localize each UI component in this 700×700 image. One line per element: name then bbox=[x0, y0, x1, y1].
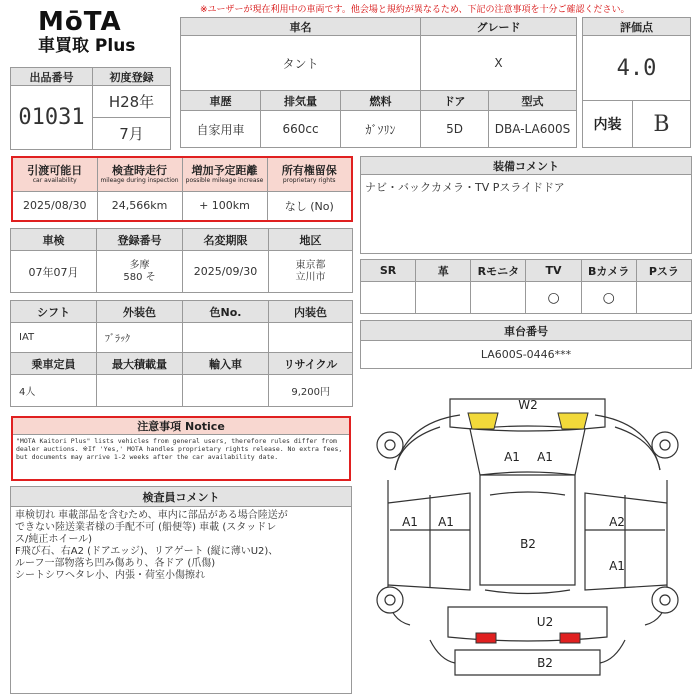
doors-label: ドア bbox=[421, 91, 489, 111]
first-reg-year: H28年 bbox=[93, 86, 171, 118]
car-damage-diagram bbox=[360, 385, 695, 695]
damage-label-roof: B2 bbox=[520, 537, 536, 551]
shift-label: シフト bbox=[11, 301, 97, 323]
top-notice: ※ユーザーが現在利用中の車両です。他会場と規約が異なるため、下記の注意事項を十分ご確認ください。 bbox=[200, 5, 630, 15]
damage-label-rear-gate: U2 bbox=[536, 615, 554, 629]
options-table bbox=[360, 259, 692, 314]
mileage-header: 検査時走行 mileage during inspection bbox=[97, 157, 182, 191]
grade: X bbox=[421, 36, 577, 91]
damage-label-hood-right: A1 bbox=[537, 450, 553, 464]
shift: IAT bbox=[11, 323, 97, 353]
color-no-label: 色No. bbox=[183, 301, 269, 323]
capacity-label: 乗車定員 bbox=[11, 353, 97, 375]
capacity: 4人 bbox=[11, 375, 97, 407]
rear-right-lamp-marker bbox=[560, 633, 580, 643]
notice-table bbox=[11, 416, 351, 481]
availability-table bbox=[11, 156, 353, 222]
mileage-increase-value: + 100km bbox=[182, 191, 267, 221]
deadline-label: 名変期限 bbox=[183, 229, 269, 251]
max-load bbox=[97, 375, 183, 407]
notice-body: "MOTA Kaitori Plus" lists vehicles from general users, therefore rules differ from dealer auctions. ※If 'Yes,' MOTA handles proprietary rights release. No extra fees, but documents may arrive 1-2 weeks after the car availability date. bbox=[12, 435, 350, 480]
registration-table bbox=[10, 228, 353, 293]
grade-label: グレード bbox=[421, 18, 577, 36]
brand-name: MōTA bbox=[38, 7, 122, 37]
chassis-table bbox=[360, 320, 692, 369]
option-rear-monitor-value bbox=[471, 282, 526, 314]
specs-table bbox=[10, 300, 353, 407]
max-load-label: 最大積載量 bbox=[97, 353, 183, 375]
option-sr-value bbox=[361, 282, 416, 314]
damage-label-front: W2 bbox=[518, 398, 538, 412]
plate-label: 登録番号 bbox=[97, 229, 183, 251]
option-back-camera-value: ○ bbox=[581, 282, 636, 314]
first-reg-label: 初度登録 bbox=[93, 68, 171, 86]
availability-date: 2025/08/30 bbox=[12, 191, 97, 221]
import bbox=[183, 375, 269, 407]
equipment-title: 装備コメント bbox=[361, 157, 692, 175]
rear-left-lamp-marker bbox=[476, 633, 496, 643]
name-change-deadline: 2025/09/30 bbox=[183, 251, 269, 293]
score: 4.0 bbox=[583, 36, 691, 101]
damage-label-right-rear: A1 bbox=[609, 559, 625, 573]
exterior-label: 外装色 bbox=[97, 301, 183, 323]
displacement-label: 排気量 bbox=[261, 91, 341, 111]
region: 東京都 立川市 bbox=[269, 251, 353, 293]
model: DBA-LA600S bbox=[489, 111, 577, 148]
recycle-fee: 9,200円 bbox=[269, 375, 353, 407]
car-name-label: 車名 bbox=[181, 18, 421, 36]
notice-title: 注意事項 Notice bbox=[12, 417, 350, 435]
interior-color bbox=[269, 323, 353, 353]
car-name: タント bbox=[181, 36, 421, 91]
region-label: 地区 bbox=[269, 229, 353, 251]
proprietary-header: 所有権留保 proprietary rights bbox=[267, 157, 352, 191]
equipment-table bbox=[360, 156, 692, 254]
option-tv-label: TV bbox=[526, 260, 581, 282]
import-label: 輸入車 bbox=[183, 353, 269, 375]
displacement: 660cc bbox=[261, 111, 341, 148]
history-label: 車歴 bbox=[181, 91, 261, 111]
inspector-comment: 車検切れ 車載部品を含むため、車内に部品がある場合陸送が できない陸送業者様の手配不可 (船便等) 車載 (スタッドレ ス/純正ホイール) F飛び石、右A2 (ドアエッジ)、リアゲート (縦に薄いU2)、 ルーフ一部物落ち凹み傷あり、各ドア (爪傷) シートシワヘタレ小、内張・荷室小傷擦れ bbox=[11, 507, 352, 694]
lot-number: 01031 bbox=[11, 86, 93, 150]
front-left-lamp-marker bbox=[468, 413, 498, 429]
front-right-lamp-marker bbox=[558, 413, 588, 429]
option-leather-label: 革 bbox=[416, 260, 471, 282]
interior-label: 内装 bbox=[583, 101, 633, 148]
interior-grade: B bbox=[633, 101, 691, 148]
inspection-label: 車検 bbox=[11, 229, 97, 251]
history: 自家用車 bbox=[181, 111, 261, 148]
option-power-slide-value bbox=[636, 282, 691, 314]
model-label: 型式 bbox=[489, 91, 577, 111]
option-power-slide-label: Pスラ bbox=[636, 260, 691, 282]
damage-label-rear-bumper: B2 bbox=[537, 656, 553, 670]
fuel-label: 燃料 bbox=[341, 91, 421, 111]
recycle-label: リサイクル bbox=[269, 353, 353, 375]
mota-logo bbox=[38, 8, 148, 56]
score-label: 評価点 bbox=[583, 18, 691, 36]
first-reg-month: 7月 bbox=[93, 118, 171, 150]
mileage-value: 24,566km bbox=[97, 191, 182, 221]
inspector-title: 検査員コメント bbox=[11, 487, 352, 507]
damage-label-left-front-door: A1 bbox=[402, 515, 418, 529]
interior-color-label: 内装色 bbox=[269, 301, 353, 323]
doors: 5D bbox=[421, 111, 489, 148]
score-table bbox=[582, 17, 691, 148]
exterior-color: ﾌﾞﾗｯｸ bbox=[97, 323, 183, 353]
option-leather-value bbox=[416, 282, 471, 314]
color-no bbox=[183, 323, 269, 353]
chassis-title: 車台番号 bbox=[361, 321, 692, 341]
damage-label-left-rear-door: A1 bbox=[438, 515, 454, 529]
damage-label-right-door: A2 bbox=[609, 515, 625, 529]
inspection-date: 07年07月 bbox=[11, 251, 97, 293]
fuel: ｶﾞｿﾘﾝ bbox=[341, 111, 421, 148]
damage-label-hood-left: A1 bbox=[504, 450, 520, 464]
lot-label: 出品番号 bbox=[11, 68, 93, 86]
availability-header: 引渡可能日 car availability bbox=[12, 157, 97, 191]
plate-number: 多摩 580 そ bbox=[97, 251, 183, 293]
option-sr-label: SR bbox=[361, 260, 416, 282]
brand-subtitle: 車買取 Plus bbox=[38, 36, 136, 56]
equipment-comment: ナビ・バックカメラ・TV Pスライドドア bbox=[361, 175, 692, 254]
option-tv-value: ○ bbox=[526, 282, 581, 314]
option-back-camera-label: Bカメラ bbox=[581, 260, 636, 282]
lot-table bbox=[10, 67, 171, 150]
chassis-number: LA600S-0446*** bbox=[361, 341, 692, 369]
inspector-table bbox=[10, 486, 352, 694]
proprietary-value: なし (No) bbox=[267, 191, 352, 221]
vehicle-table bbox=[180, 17, 577, 148]
option-rear-monitor-label: Rモニタ bbox=[471, 260, 526, 282]
mileage-increase-header: 増加予定距離 possible mileage increase bbox=[182, 157, 267, 191]
